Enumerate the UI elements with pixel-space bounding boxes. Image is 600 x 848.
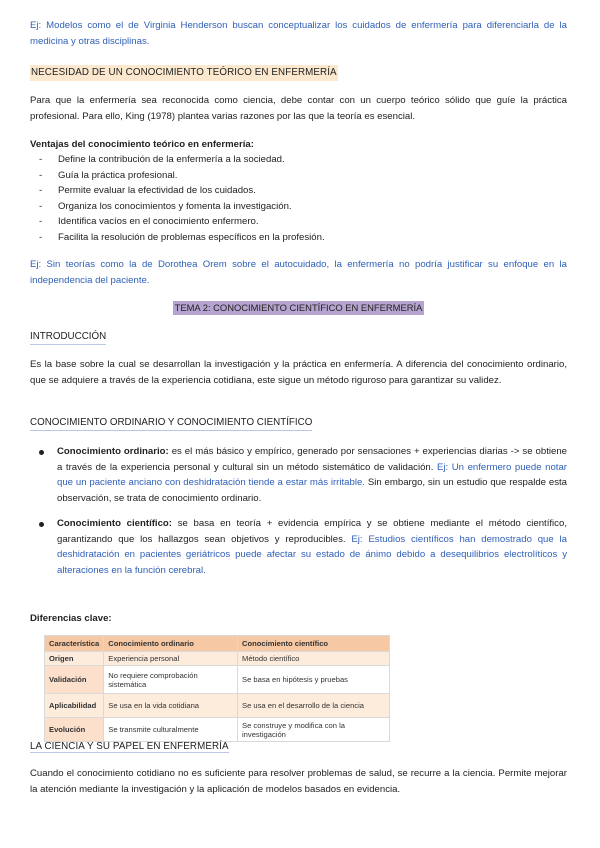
- table-cell: Origen: [45, 652, 104, 666]
- bullet-icon: [39, 522, 44, 527]
- list-item: - Define la contribución de la enfermería a la sociedad.: [30, 152, 567, 168]
- intro-heading: INTRODUCCIÓN: [30, 330, 106, 345]
- table-header: Conocimiento científico: [238, 636, 390, 652]
- comparison-table: [44, 635, 390, 742]
- ordinary-after: Sin embargo, sin un estudio que respalde esta observación, se trata de conocimiento ordinario.: [57, 477, 567, 504]
- table-cell: Aplicabilidad: [45, 694, 104, 718]
- scientific-term: Conocimiento científico:: [57, 518, 172, 530]
- table-row: [45, 694, 390, 718]
- table-cell: Experiencia personal: [104, 652, 238, 666]
- list-item-scientific: [30, 516, 567, 578]
- tema2-title: TEMA 2: CONOCIMIENTO CIENTÍFICO EN ENFERMERÍA: [174, 302, 423, 313]
- table-cell: Método científico: [238, 652, 390, 666]
- table-cell: No requiere comprobación sistemática: [104, 666, 238, 694]
- science-paragraph: Cuando el conocimiento cotidiano no es suficiente para resolver problemas de salud, se recurre a la ciencia. Permite mejorar la atención mediante la investigación y la aplicación de modelos basados en evidencia.: [30, 768, 567, 795]
- table-row: [45, 718, 390, 742]
- scientific-text: se basa en teoría + evidencia empírica y se obtiene mediante el método científico, garantizando que los hallazgos sean objetivos y reproducibles.: [57, 518, 567, 545]
- intro-paragraph: Es la base sobre la cual se desarrollan la investigación y la práctica en enfermería. A diferencia del conocimiento ordinario, que se adquiere a través de la experiencia cotidiana, este sigue un método riguroso para garantizar su validez.: [30, 359, 567, 386]
- table-cell: Se usa en la vida cotidiana: [104, 694, 238, 718]
- table-cell: Se usa en el desarrollo de la ciencia: [238, 694, 390, 718]
- table-row: [45, 666, 390, 694]
- advantages-list: [30, 152, 567, 245]
- section1-example: Ej: Sin teorías como la de Dorothea Orem sobre el autocuidado, la enfermería no podría justificar su enfoque en la independencia del paciente.: [30, 259, 567, 286]
- table-cell: Se construye y modifica con la investigación: [238, 718, 390, 742]
- ordinary-example: Ej: Un enfermero puede notar que un paciente anciano con deshidratación tiende a estar más irritable.: [57, 461, 567, 489]
- section-heading-necesidad: NECESIDAD DE UN CONOCIMIENTO TEÓRICO EN ENFERMERÍA: [30, 65, 338, 81]
- list-item: - Organiza los conocimientos y fomenta la investigación.: [30, 199, 567, 215]
- table-row: [45, 652, 390, 666]
- science-heading: LA CIENCIA Y SU PAPEL EN ENFERMERÍA: [30, 741, 229, 752]
- list-item-ordinary: [30, 444, 567, 506]
- differences-title: Diferencias clave:: [30, 613, 112, 624]
- list-item: - Identifica vacíos en el conocimiento enfermero.: [30, 214, 567, 230]
- ordinary-term: Conocimiento ordinario:: [57, 446, 169, 457]
- bullet-icon: [39, 450, 44, 455]
- table-header-row: [45, 636, 390, 652]
- table-header: Conocimiento ordinario: [104, 636, 238, 652]
- list-item: - Guía la práctica profesional.: [30, 168, 567, 184]
- list-item: - Facilita la resolución de problemas específicos en la profesión.: [30, 230, 567, 246]
- intro-example: Ej: Modelos como el de Virginia Henderson buscan conceptualizar los cuidados de enfermería para diferenciarla de la medicina y otras disciplinas.: [30, 20, 567, 47]
- table-cell: Evolución: [45, 718, 104, 742]
- table-cell: Se transmite culturalmente: [104, 718, 238, 742]
- table-header: Característica: [45, 636, 104, 652]
- types-heading: CONOCIMIENTO ORDINARIO Y CONOCIMIENTO CIENTÍFICO: [30, 416, 312, 431]
- list-item: - Permite evaluar la efectividad de los cuidados.: [30, 183, 567, 199]
- table-cell: Validación: [45, 666, 104, 694]
- section1-paragraph: Para que la enfermería sea reconocida como ciencia, debe contar con un cuerpo teórico sólido que guíe la práctica profesional. Para ello, King (1978) plantea varias razones por las que la teoría es esencial.: [30, 95, 567, 122]
- scientific-example: Ej: Estudios científicos han demostrado que la deshidratación en pacientes geriátricos puede afectar su estado de ánimo debido a desequilibrios electrolíticos y alteraciones en la función cerebral.: [57, 533, 567, 576]
- knowledge-types-list: [30, 444, 567, 578]
- advantages-title: Ventajas del conocimiento teórico en enfermería:: [30, 139, 254, 150]
- ordinary-text: es el más básico y empírico, generado por sensaciones + experiencias diarias -> se obtiene a través de la experiencia personal y cultural sin un método sistemático de validación.: [57, 446, 567, 473]
- table-cell: Se basa en hipótesis y pruebas: [238, 666, 390, 694]
